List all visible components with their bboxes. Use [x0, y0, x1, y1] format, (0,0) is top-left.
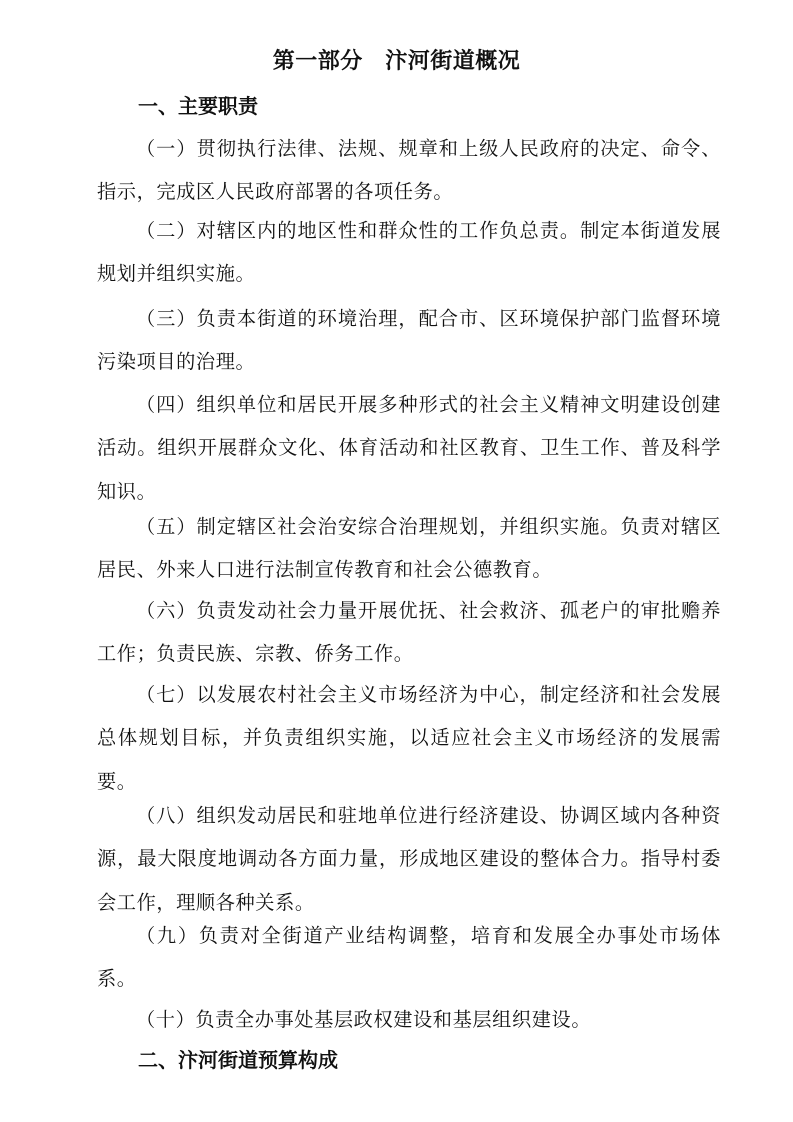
section-heading-budget-composition: 二、汴河街道预算构成: [138, 1048, 338, 1072]
duty-paragraph-9: （九）负责对全街道产业结构调整，培育和发展全办事处市场体系。: [97, 924, 721, 991]
duty-paragraph-3: （三）负责本街道的环境治理，配合市、区环境保护部门监督环境污染项目的治理。: [97, 307, 721, 374]
duty-paragraph-4: （四）组织单位和居民开展多种形式的社会主义精神文明建设创建活动。组织开展群众文化、体育活动和社区教育、卫生工作、普及科学知识。: [97, 393, 721, 503]
duty-paragraph-1: （一）贯彻执行法律、法规、规章和上级人民政府的决定、命令、指示，完成区人民政府部署的各项任务。: [97, 137, 721, 204]
duty-paragraph-6: （六）负责发动社会力量开展优抚、社会救济、孤老户的审批赡养工作；负责民族、宗教、侨务工作。: [97, 599, 721, 666]
section-heading-main-duties: 一、主要职责: [138, 94, 258, 118]
duty-paragraph-10: （十）负责全办事处基层政权建设和基层组织建设。: [136, 1008, 592, 1031]
duty-paragraph-5: （五）制定辖区社会治安综合治理规划，并组织实施。负责对辖区居民、外来人口进行法制宣传教育和社会公德教育。: [97, 515, 721, 582]
duty-paragraph-2: （二）对辖区内的地区性和群众性的工作负总责。制定本街道发展规划并组织实施。: [97, 219, 721, 286]
duty-paragraph-8: （八）组织发动居民和驻地单位进行经济建设、协调区域内各种资源，最大限度地调动各方面力量，形成地区建设的整体合力。指导村委会工作，理顺各种关系。: [97, 804, 721, 914]
page-title: 第一部分 汴河街道概况: [272, 49, 521, 74]
duty-paragraph-7: （七）以发展农村社会主义市场经济为中心，制定经济和社会发展总体规划目标，并负责组织实施，以适应社会主义市场经济的发展需要。: [97, 683, 721, 793]
